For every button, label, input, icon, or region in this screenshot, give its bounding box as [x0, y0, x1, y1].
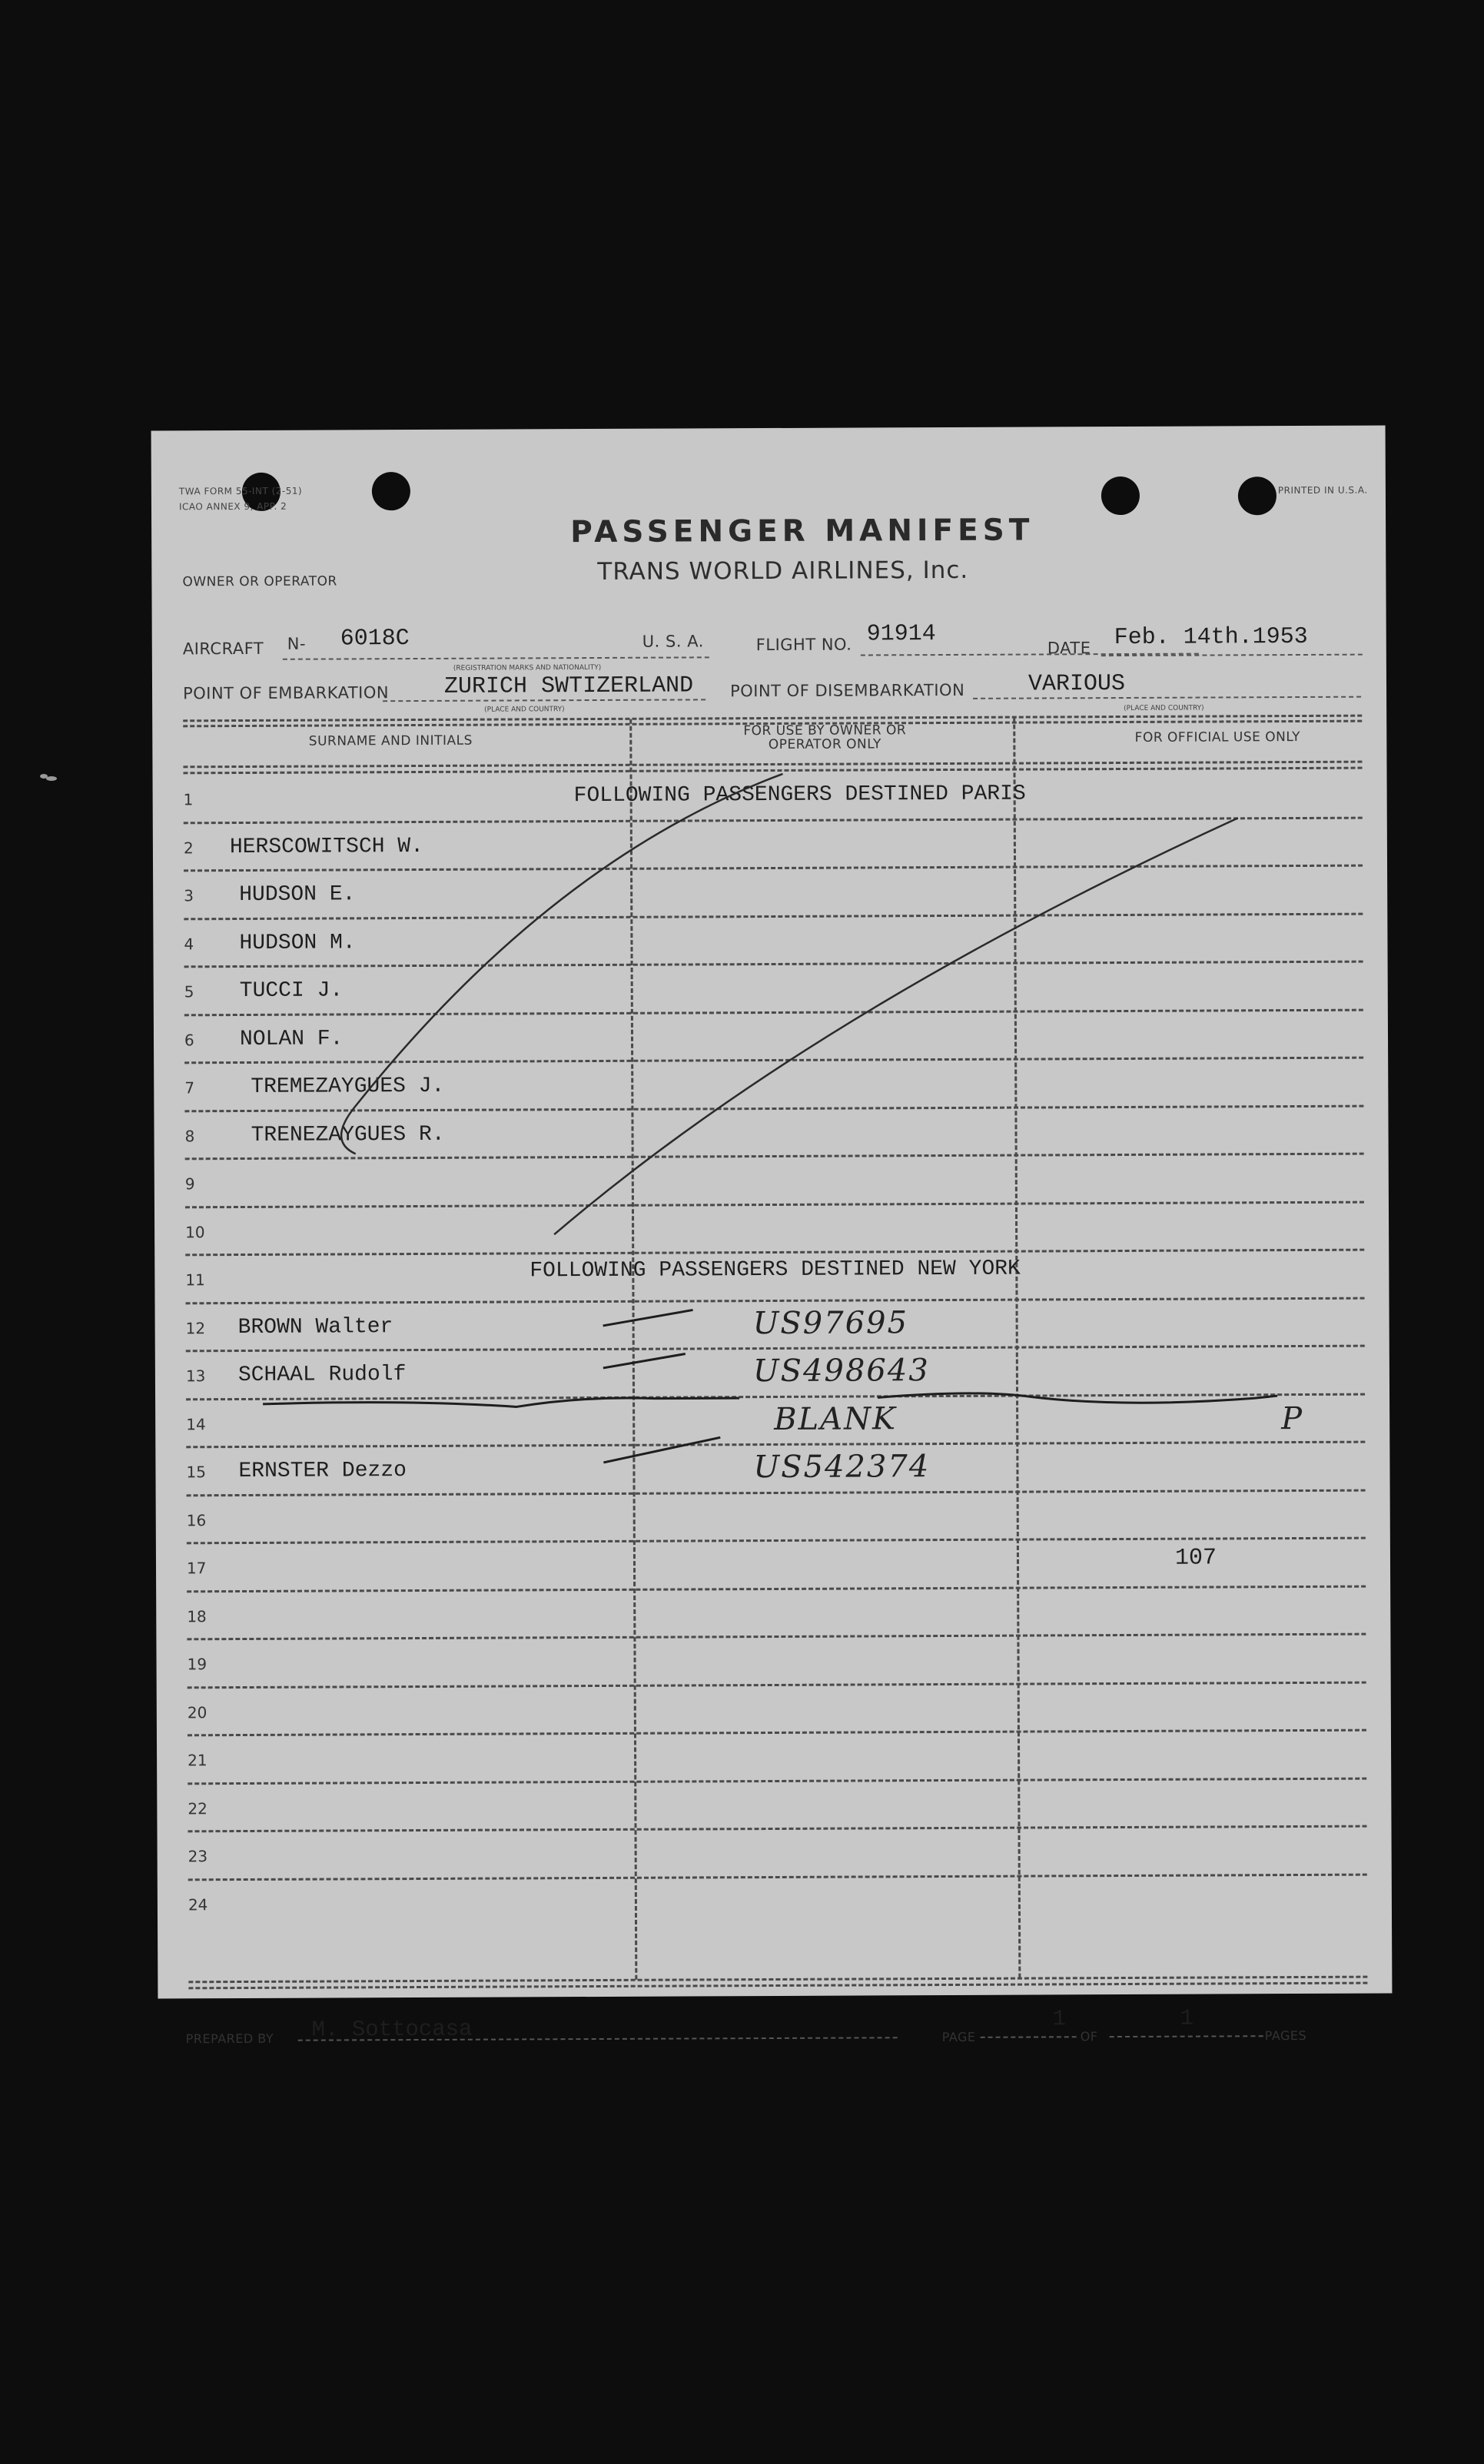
owner-operator-label: OWNER OR OPERATOR: [182, 573, 337, 590]
official-use-entry: P: [1281, 1400, 1304, 1436]
row-number: 1: [183, 790, 194, 809]
row-number: 12: [185, 1318, 206, 1337]
row-number: 2: [183, 838, 194, 857]
page-underline: [981, 2036, 1077, 2038]
date-value: Feb. 14th.1953: [1114, 623, 1308, 652]
flight-number-value: 91914: [866, 621, 936, 648]
embarkation-label: POINT OF EMBARKATION: [182, 683, 390, 703]
row-number: 10: [185, 1222, 205, 1241]
passenger-name: NOLAN F.: [239, 1026, 344, 1051]
prepared-by-value: M. Sottocasa: [311, 2016, 473, 2043]
place-caption-right: (PLACE AND COUNTRY): [1124, 704, 1204, 712]
aircraft-registration: 6018C: [340, 626, 410, 653]
row-number: 21: [188, 1751, 207, 1770]
owner-use-entry: US97695: [752, 1304, 909, 1341]
date-label: DATE: [1047, 639, 1091, 658]
row-number: 20: [187, 1702, 207, 1722]
pencil-arc-long: [553, 818, 1240, 1234]
owner-use-entry: US498643: [752, 1353, 930, 1390]
row-number: 3: [184, 886, 194, 905]
strike-row-15: [603, 1437, 720, 1463]
passenger-name: TRENEZAYGUES R.: [251, 1122, 445, 1147]
form-title: PASSENGER MANIFEST: [570, 513, 1034, 550]
note-destined-paris: FOLLOWING PASSENGERS DESTINED PARIS: [573, 782, 1026, 809]
place-caption-left: (PLACE AND COUNTRY): [484, 706, 565, 714]
of-value: 1: [1180, 2005, 1194, 2031]
page-value: 1: [1052, 2006, 1067, 2032]
note-destined-new-york: FOLLOWING PASSENGERS DESTINED NEW YORK: [530, 1257, 1021, 1283]
passenger-name: ERNSTER Dezzo: [238, 1459, 407, 1484]
strike-row-13: [603, 1353, 686, 1367]
aircraft-prefix: N-: [287, 634, 307, 653]
row-number: 14: [186, 1414, 206, 1433]
row-number: 15: [186, 1463, 206, 1482]
scan-speck: [46, 776, 57, 781]
passenger-name: SCHAAL Rudolf: [237, 1363, 407, 1388]
handwritten-annotations: [151, 426, 1393, 1999]
prepared-by-label: PREPARED BY: [185, 2031, 274, 2047]
passenger-name: HUDSON M.: [239, 930, 356, 955]
void-line-row-14: [263, 1397, 739, 1408]
row-number: 11: [185, 1270, 205, 1290]
surname-column-header: SURNAME AND INITIALS: [308, 732, 473, 749]
row-number: 17: [186, 1559, 207, 1578]
row-number: 19: [187, 1655, 207, 1674]
owner-use-entry: BLANK: [774, 1400, 898, 1437]
passenger-name: HERSCOWITSCH W.: [229, 834, 424, 859]
owner-use-entry: US542374: [753, 1449, 931, 1486]
pencil-arc-short: [340, 774, 785, 1154]
row-number: 24: [188, 1894, 208, 1914]
icao-reference: ICAO ANNEX 9, APP. 2: [178, 500, 287, 513]
form-number: TWA FORM 55-INT (2-51): [178, 485, 303, 497]
row-number: 8: [184, 1126, 195, 1145]
of-label: OF: [1080, 2029, 1098, 2044]
row-number: 5: [184, 982, 194, 1001]
row-number: 7: [184, 1078, 195, 1098]
official-use-entry: 107: [1174, 1545, 1217, 1572]
passenger-name: BROWN Walter: [237, 1314, 393, 1340]
row-number: 18: [187, 1606, 207, 1626]
airline-name: TRANS WORLD AIRLINES, Inc.: [597, 556, 969, 586]
passenger-name: TUCCI J.: [239, 978, 344, 1004]
of-underline: [1110, 2035, 1263, 2037]
country-label: U. S. A.: [642, 632, 704, 651]
row-number: 16: [186, 1510, 207, 1529]
disembarkation-label: POINT OF DISEMBARKATION: [729, 680, 965, 701]
official-column-header: FOR OFFICIAL USE ONLY: [1134, 729, 1300, 746]
owner-column-header: FOR USE BY OWNER OR OPERATOR ONLY: [743, 722, 907, 753]
flight-number-label: FLIGHT NO.: [755, 635, 852, 655]
strike-row-12: [603, 1310, 693, 1326]
manifest-sheet: [151, 426, 1393, 2047]
row-number: 13: [185, 1366, 206, 1386]
void-line-row-14-right: [878, 1392, 1277, 1404]
registration-caption: (REGISTRATION MARKS AND NATIONALITY): [453, 663, 602, 672]
passenger-name: HUDSON E.: [239, 882, 356, 908]
pages-label: PAGES: [1264, 2027, 1307, 2044]
row-number: 22: [188, 1798, 207, 1818]
printed-in-usa: PRINTED IN U.S.A.: [1277, 484, 1368, 496]
row-number: 23: [188, 1847, 208, 1866]
disembarkation-value: VARIOUS: [1028, 670, 1126, 698]
page-label: PAGE: [941, 2029, 976, 2045]
embarkation-value: ZURICH SWTIZERLAND: [443, 672, 694, 700]
passenger-name: TREMEZAYGUES J.: [251, 1074, 445, 1099]
row-number: 9: [184, 1174, 195, 1194]
row-number: 6: [184, 1030, 194, 1049]
aircraft-label: AIRCRAFT: [182, 639, 264, 659]
row-number: 4: [184, 934, 194, 953]
